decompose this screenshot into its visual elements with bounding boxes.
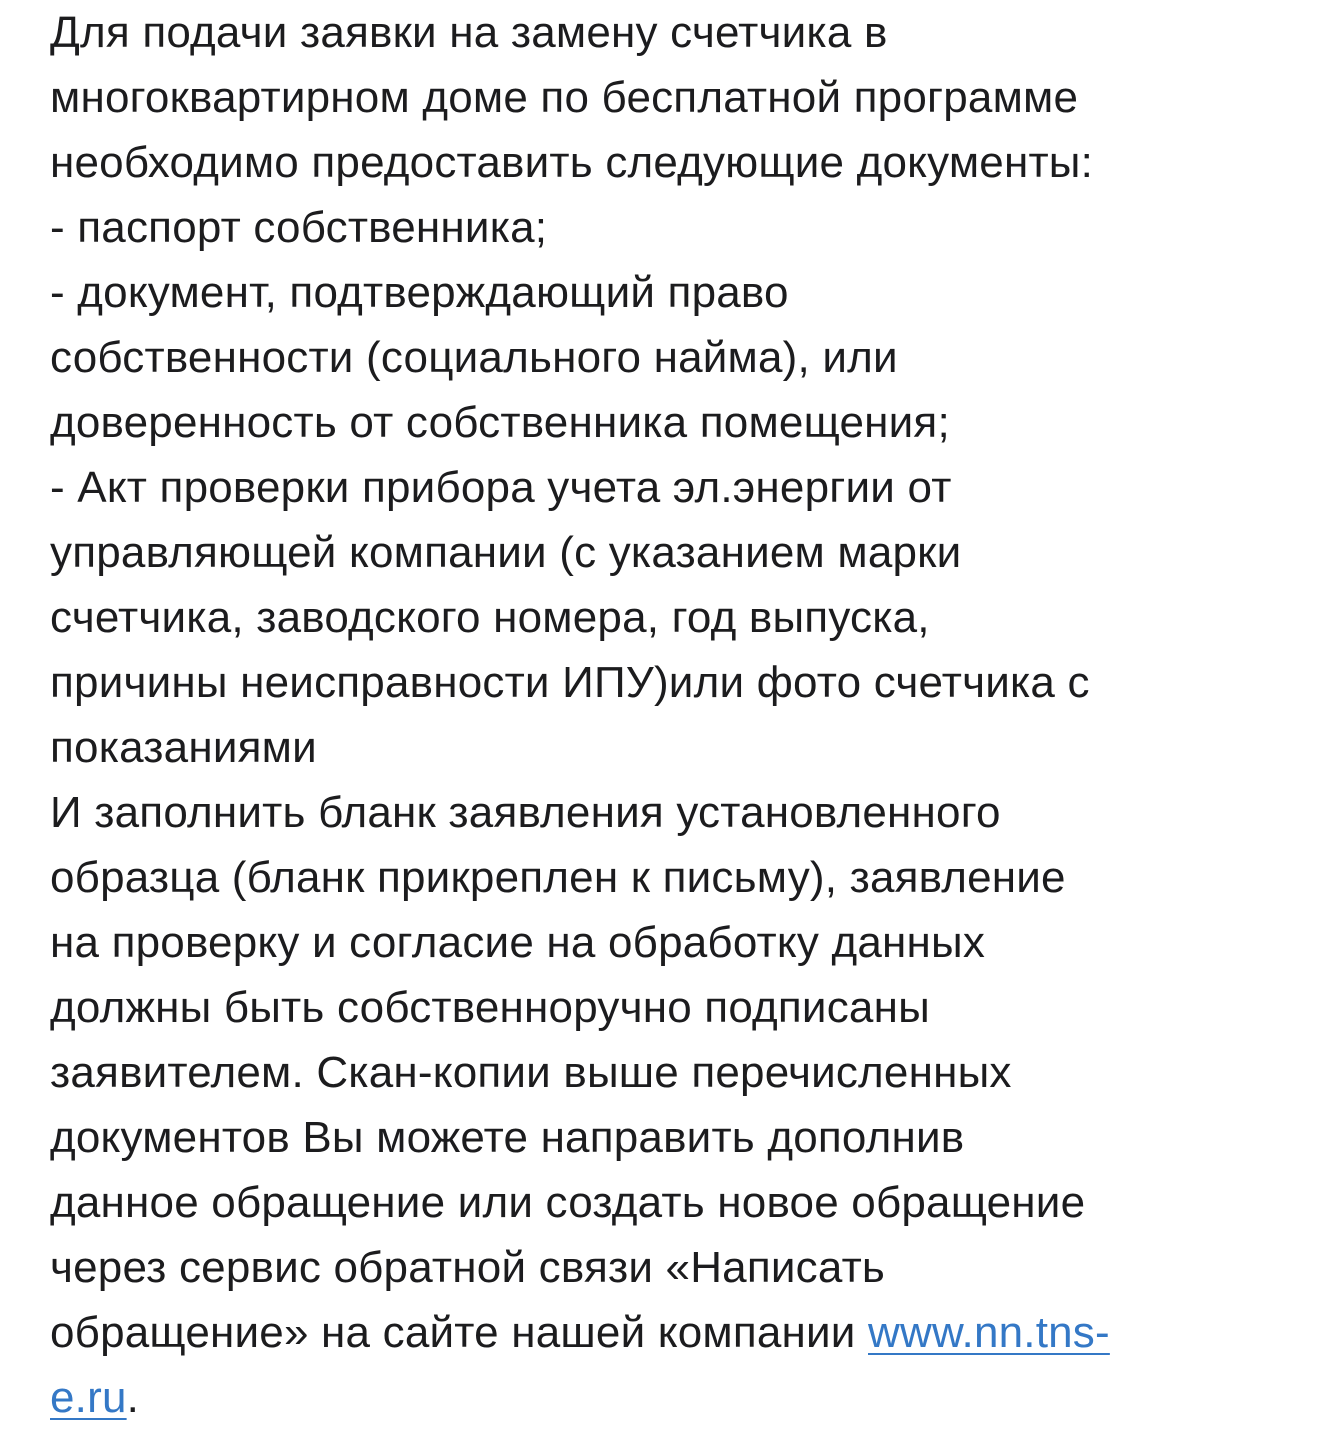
- text-line: счетчика, заводского номера, год выпуска,: [50, 593, 930, 642]
- text-line: причины неисправности ИПУ)или фото счетчика с: [50, 658, 1090, 707]
- list-item-inspection-act: - Акт проверки прибора учета эл.энергии от: [50, 463, 952, 512]
- text-line: многоквартирном доме по бесплатной программе: [50, 73, 1079, 122]
- website-link[interactable]: www.nn.tns-: [868, 1308, 1110, 1357]
- text-line: данное обращение или создать новое обращение: [50, 1178, 1086, 1227]
- website-link-continued[interactable]: e.ru: [50, 1373, 127, 1422]
- text-line: на проверку и согласие на обработку данных: [50, 918, 986, 967]
- text-line: собственности (социального найма), или: [50, 333, 898, 382]
- text-line: заявителем. Скан-копии выше перечисленных: [50, 1048, 1012, 1097]
- text-line: показаниями: [50, 723, 317, 772]
- list-item-passport: - паспорт собственника;: [50, 203, 548, 252]
- text-line: доверенность от собственника помещения;: [50, 398, 950, 447]
- text-line: образца (бланк прикреплен к письму), заявление: [50, 853, 1066, 902]
- text-line: через сервис обратной связи «Написать: [50, 1243, 886, 1292]
- text-line: документов Вы можете направить дополнив: [50, 1113, 965, 1162]
- text-line-with-link: [50, 1300, 1300, 1365]
- text-fragment: обращение» на сайте нашей компании: [50, 1308, 869, 1357]
- text-line: И заполнить бланк заявления установленного: [50, 788, 1001, 837]
- final-period: .: [126, 1373, 140, 1422]
- text-line: Для подачи заявки на замену счетчика в: [50, 8, 888, 57]
- text-line-with-link-end: [50, 1365, 1300, 1430]
- text-line: должны быть собственноручно подписаны: [50, 983, 930, 1032]
- text-line: управляющей компании (с указанием марки: [50, 528, 962, 577]
- message-body: [50, 0, 1300, 1430]
- text-line: необходимо предоставить следующие документы:: [50, 138, 1094, 187]
- list-item-ownership-doc: - документ, подтверждающий право: [50, 268, 789, 317]
